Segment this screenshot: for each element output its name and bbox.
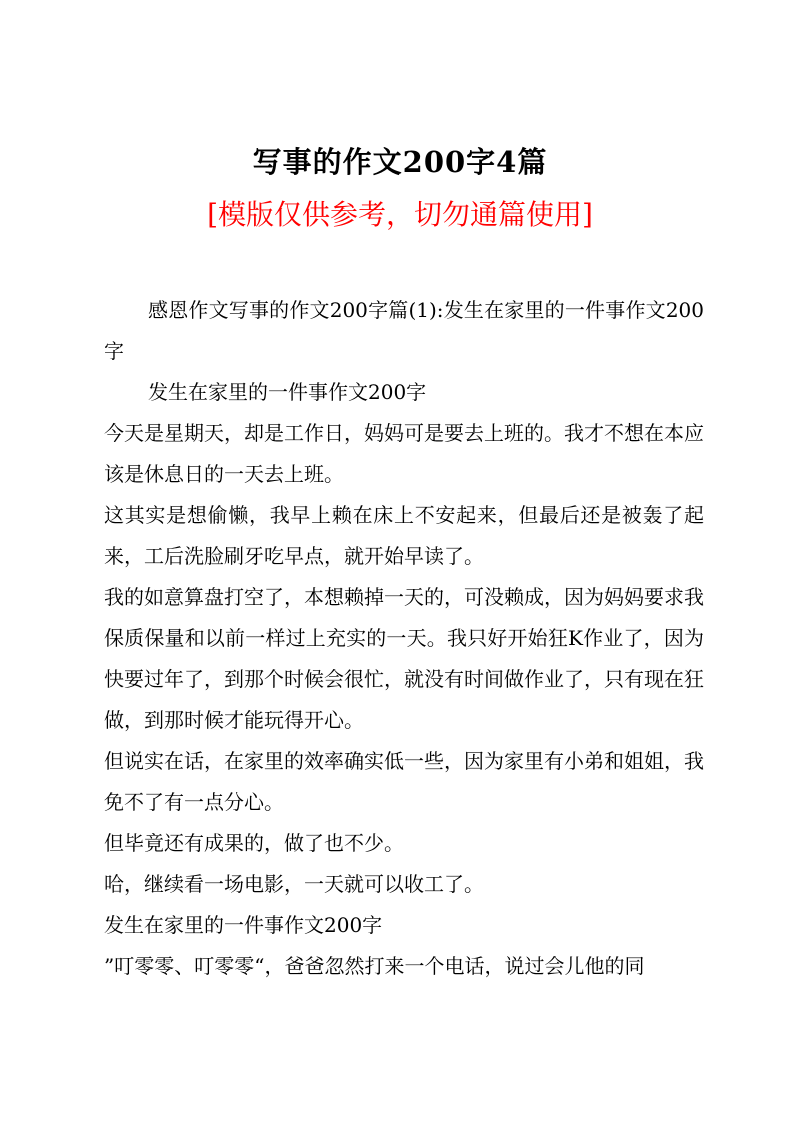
document-title: 写事的作文200字4篇 (252, 145, 548, 179)
paragraph: ”叮零零、叮零零“，爸爸忽然打来一个电话，说过会儿他的同 (104, 954, 645, 978)
paragraph-intro: 感恩作文写事的作文200字篇(1):发生在家里的一件事作文200字 (104, 298, 704, 363)
paragraph: 这其实是想偷懒，我早上赖在床上不安起来，但最后还是被轰了起来，工后洗脸刷牙吃早点，就开始早读了。 (104, 503, 704, 568)
document-body (104, 290, 704, 987)
section-heading: 发生在家里的一件事作文200字 (148, 380, 427, 404)
paragraph: 哈，继续看一场电影，一天就可以收工了。 (104, 872, 484, 896)
paragraph: 今天是星期天，却是工作日，妈妈可是要去上班的。我才不想在本应该是休息日的一天去上班。 (104, 421, 704, 486)
paragraph: 但毕竟还有成果的，做了也不少。 (104, 831, 404, 855)
document-subtitle: [模版仅供参考，切勿通篇使用] (207, 198, 593, 231)
paragraph: 我的如意算盘打空了，本想赖掉一天的，可没赖成，因为妈妈要求我保质保量和以前一样过上充实的一天。我只好开始狂K作业了，因为快要过年了，到那个时候会很忙，就没有时间做作业了，只有现在狂做，到那时候才能玩得开心。 (104, 585, 704, 732)
paragraph: 但说实在话，在家里的效率确实低一些，因为家里有小弟和姐姐，我免不了有一点分心。 (104, 749, 704, 814)
section-heading: 发生在家里的一件事作文200字 (104, 913, 383, 937)
